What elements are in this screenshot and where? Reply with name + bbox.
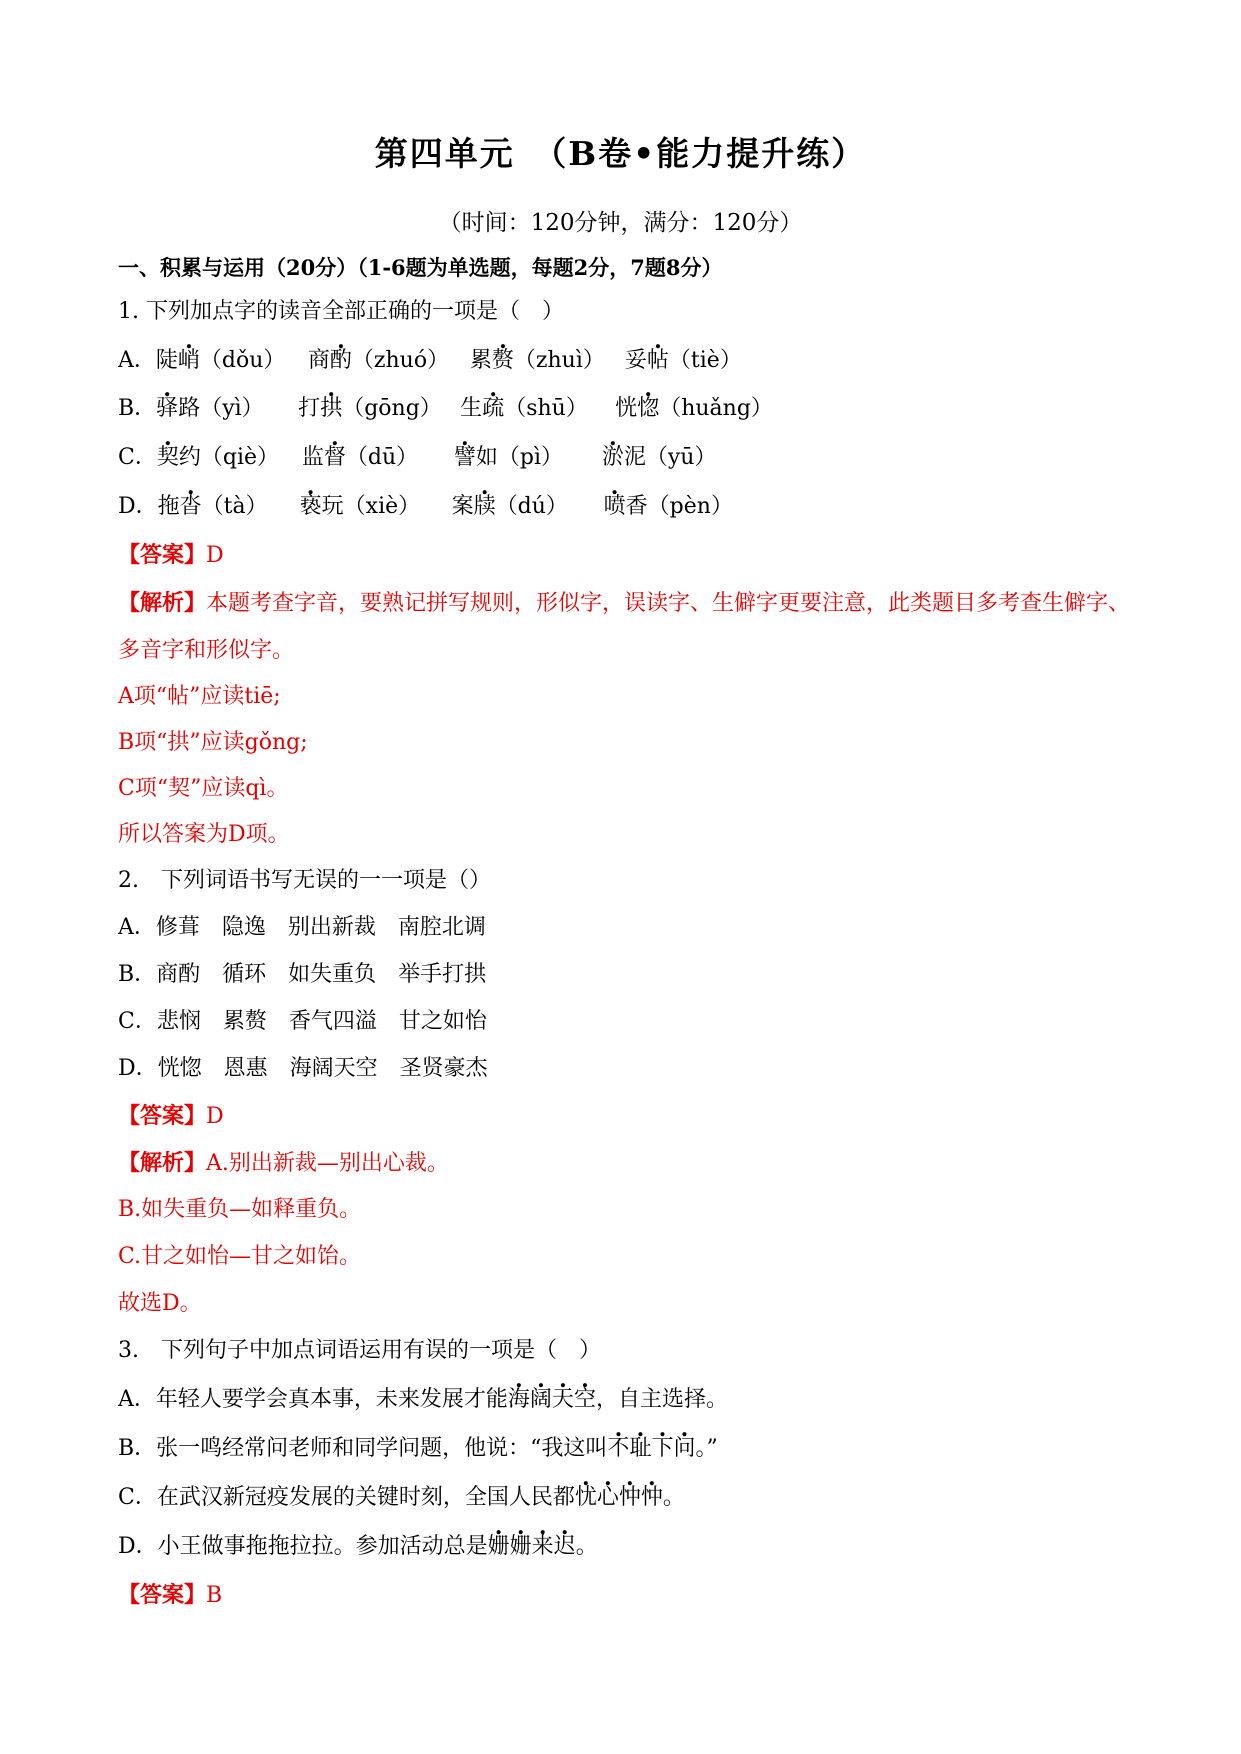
- q2-stem: 2. 下列词语书写无误的一一项是（）: [118, 868, 491, 893]
- q3-option-b: B．张一鸣经常问老师和同学问题，他说：“我这叫不耻下问。”: [118, 1434, 718, 1464]
- q2-answer: 【答案】D: [118, 1103, 224, 1129]
- option-label: A．: [118, 348, 156, 373]
- q1-answer: 【答案】D: [118, 542, 224, 568]
- q1-option-a: [118, 346, 742, 376]
- page-subtitle: （时间：120分钟，满分：120分）: [438, 210, 803, 236]
- option-item: 累赘（zhuì）: [469, 348, 605, 373]
- dotted-phrase: 姗姗来迟: [487, 1534, 576, 1559]
- option-item: 拖沓（tà）: [157, 494, 268, 519]
- dotted-phrase: 忧心忡忡: [574, 1485, 663, 1510]
- option-item: 生疏（shū）: [460, 396, 588, 421]
- q1-analysis-cont: 多音字和形似字。: [118, 638, 295, 663]
- q1-option-b: [118, 394, 773, 424]
- q3-option-d: D．小王做事拖拖拉拉。参加活动总是姗姗来迟。: [118, 1532, 598, 1562]
- option-item: 驿路（yì）: [156, 396, 264, 421]
- page-title: 第四单元 （B卷•能力提升练）: [374, 134, 867, 173]
- q1-conclusion: 所以答案为D项。: [118, 822, 290, 847]
- option-item: 打拱（gōng）: [298, 396, 442, 421]
- q1-option-d: [118, 492, 733, 522]
- option-item: 陡峭（dǒu）: [155, 348, 286, 373]
- dotted-phrase: 不耻下问: [607, 1436, 696, 1461]
- q2-option-a: A．修葺 隐逸 别出新裁 南腔北调: [118, 915, 486, 940]
- section-heading: 一、积累与运用（20分）（1-6题为单选题，每题2分，7题8分）: [118, 255, 723, 280]
- option-item: 譬如（pì）: [453, 445, 563, 470]
- option-item: 喷香（pèn）: [603, 494, 733, 519]
- q2-conclusion: 故选D。: [118, 1291, 202, 1316]
- q3-option-a: A．年轻人要学会真本事，未来发展才能海阔天空，自主选择。: [118, 1385, 728, 1415]
- q3-stem: 3. 下列句子中加点词语运用有误的一项是（ ）: [118, 1338, 601, 1363]
- q3-answer: 【答案】B: [118, 1582, 223, 1608]
- option-item: 商酌（zhuó）: [307, 348, 450, 373]
- q1-option-c: [118, 443, 716, 473]
- q1-analysis-c: C项“契”应读qì。: [118, 776, 289, 801]
- q3-option-c: C．在武汉新冠疫发展的关键时刻，全国人民都忧心忡忡。: [118, 1483, 685, 1513]
- option-item: 契约（qiè）: [156, 445, 280, 470]
- q2-analysis: 【解析】A.别出新裁—别出心裁。: [118, 1150, 449, 1176]
- option-label: C．: [118, 445, 157, 470]
- q2-analysis-c: C.甘之如怡—甘之如饴。: [118, 1244, 362, 1269]
- q2-option-c: C．悲悯 累赘 香气四溢 甘之如怡: [118, 1009, 487, 1034]
- option-item: 亵玩（xiè）: [299, 494, 421, 519]
- q1-analysis: 【解析】本题考查字音，要熟记拼写规则，形似字，误读字、生僻字更要注意，此类题目多考查生僻字、: [118, 590, 1131, 616]
- q2-option-d: D．恍惚 恩惠 海阔天空 圣贤豪杰: [118, 1056, 488, 1081]
- option-label: D．: [118, 494, 158, 519]
- q2-analysis-b: B.如失重负—如释重负。: [118, 1197, 362, 1222]
- q2-option-b: B．商酌 循环 如失重负 举手打拱: [118, 962, 487, 987]
- q1-analysis-b: B项“拱”应读gǒng;: [118, 730, 308, 755]
- option-item: 案牍（dú）: [451, 494, 568, 519]
- q1-stem: 1. 下列加点字的读音全部正确的一项是（ ）: [118, 299, 564, 324]
- option-item: 恍惚（huǎng）: [615, 396, 773, 421]
- q1-analysis-a: A项“帖”应读tiē;: [118, 684, 281, 709]
- option-item: 监督（dū）: [301, 445, 419, 470]
- dotted-phrase: 海阔天空: [507, 1387, 596, 1412]
- option-item: 淤泥（yū）: [601, 445, 717, 470]
- option-item: 妥帖（tiè）: [624, 348, 742, 373]
- option-label: B．: [118, 396, 157, 421]
